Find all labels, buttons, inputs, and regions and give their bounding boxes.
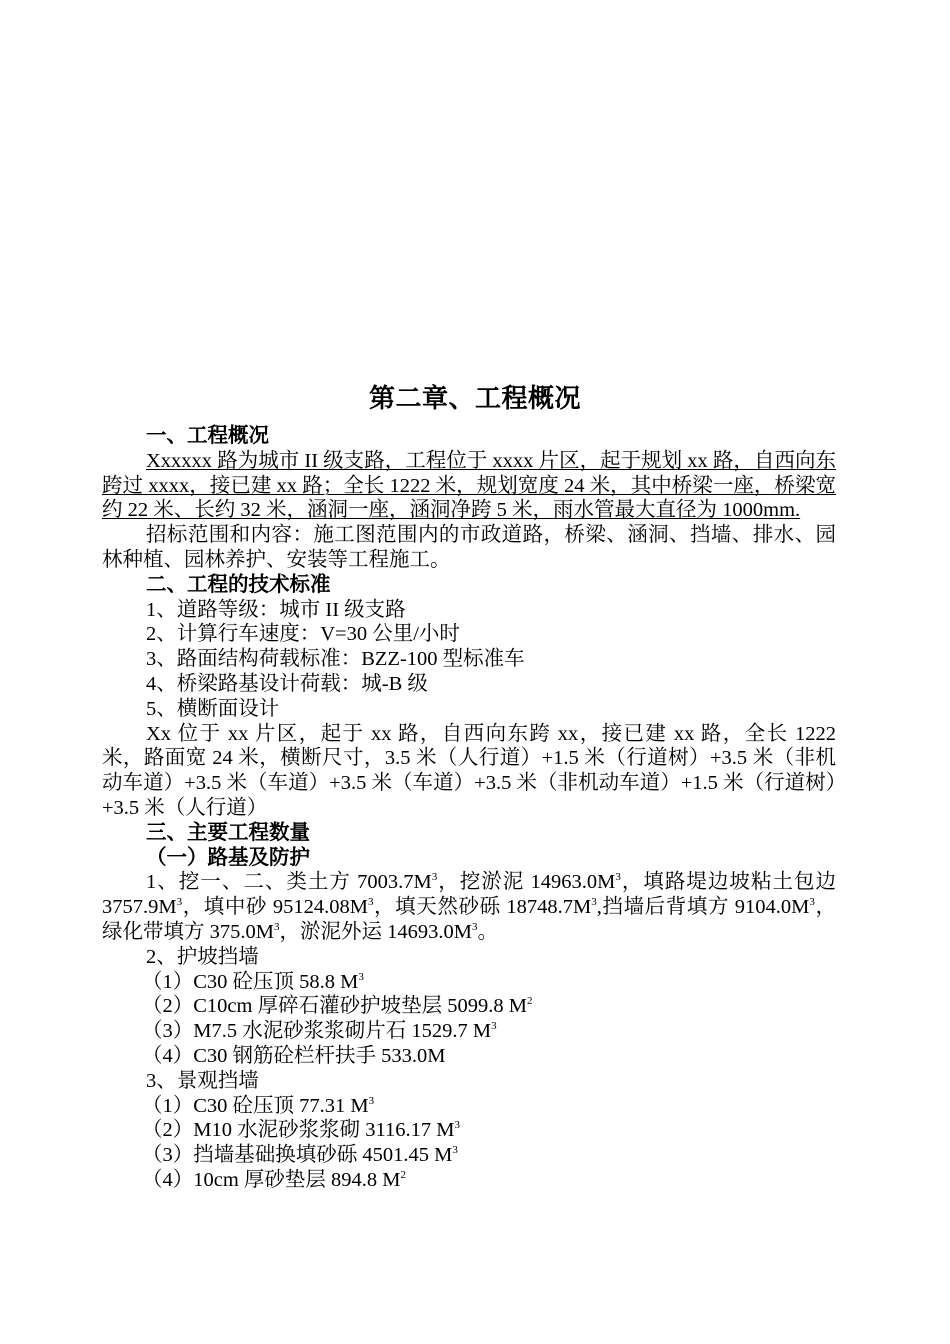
superscript: 3	[368, 1094, 375, 1107]
quantity-item	[102, 1118, 836, 1143]
superscript: 3	[176, 896, 183, 909]
bid-scope-paragraph: 招标范围和内容：施工图范围内的市政道路，桥梁、涵洞、挡墙、排水、园林种植、园林养护、安装等工程施工。	[102, 524, 836, 571]
standard-item: 4、桥梁路基设计荷载：城-B 级	[146, 672, 428, 695]
subgrade-heading: （一）路基及防护	[146, 846, 310, 869]
superscript: 3	[591, 896, 597, 909]
quantity-item	[102, 970, 836, 995]
earthwork-text: ，填路堤边坡粘土包边 3757.9M	[102, 871, 837, 919]
earthwork-text: 1、挖一、二、类土方 7003.7M	[146, 871, 432, 894]
quantity-item	[102, 1094, 836, 1119]
earthwork-text: ，填天然砂砾 18748.7M	[373, 896, 592, 919]
chapter-title: 第二章、工程概况	[368, 384, 581, 413]
section2-heading: 二、工程的技术标准	[146, 573, 331, 596]
landscape-wall-heading: 3、景观挡墙	[146, 1069, 259, 1092]
quantity-text: （4）10cm 厚砂垫层 894.8 M	[142, 1168, 401, 1191]
superscript: 3	[273, 920, 280, 933]
project-overview-paragraph: Xxxxxx 路为城市 II 级支路，工程位于 xxxx 片区，起于规划 xx 路，自西向东跨过 xxxx，接已建 xx 路；全长 1222 米，规划宽度 24 米，其中桥梁一座，桥梁宽约 22 米、长约 32 米，涵洞一座，涵洞净跨 5 米，雨水管最大直径为 1000mm.	[102, 449, 836, 522]
superscript: 2	[400, 1168, 407, 1181]
quantity-item	[102, 994, 836, 1019]
quantity-text: （2）M10 水泥砂浆浆砌 3116.17 M	[142, 1119, 455, 1142]
superscript: 3	[615, 871, 621, 884]
superscript: 3	[491, 1020, 497, 1033]
earthwork-text: ，淤泥外运 14693.0M	[279, 920, 472, 943]
section1-heading: 一、工程概况	[146, 425, 269, 447]
superscript: 3	[367, 896, 374, 909]
quantity-item	[102, 1019, 836, 1044]
cross-section-paragraph: Xx 位于 xx 片区，起于 xx 路，自西向东跨 xx，接已建 xx 路，全长 1222 米，路面宽 24 米，横断尺寸，3.5 米（人行道）+1.5 米（行道树）+3.5 米（非机动车道）+3.5 米（车道）+3.5 米（车道）+3.5 米（非机动车道）+1.5 米（行道树）+3.5 米（人行道）	[102, 722, 836, 819]
quantity-item	[102, 1168, 836, 1193]
superscript: 3	[431, 871, 438, 884]
slope-wall-heading: 2、护坡挡墙	[146, 945, 259, 968]
earthwork-text: 。	[477, 920, 498, 943]
quantity-text: （4）C30 钢筋砼栏杆扶手 533.0M	[142, 1044, 446, 1067]
standard-item: 1、道路等级：城市 II 级支路	[146, 598, 406, 621]
quantity-text: （1）C30 砼压顶 77.31 M	[142, 1094, 369, 1117]
standard-item: 3、路面结构荷载标准：BZZ-100 型标准车	[146, 648, 525, 671]
quantity-text: （3）挡墙基础换填砂砾 4501.45 M	[142, 1144, 453, 1167]
earthwork-text: ，挖淤泥 14963.0M	[437, 871, 616, 894]
quantity-text: （1）C30 砼压顶 58.8 M	[142, 970, 359, 993]
superscript: 3	[452, 1144, 458, 1157]
earthwork-paragraph	[102, 870, 836, 944]
earthwork-text: ,挡墙后背填方 9104.0M	[596, 896, 810, 919]
quantity-text: （3）M7.5 水泥砂浆浆砌片石 1529.7 M	[142, 1020, 492, 1043]
standard-item: 5、横断面设计	[146, 697, 280, 720]
quantity-item	[102, 1143, 836, 1168]
superscript: 3	[809, 896, 815, 909]
superscript: 2	[526, 995, 533, 1008]
standard-item: 2、计算行车速度：V=30 公里/小时	[146, 623, 460, 646]
section3-heading: 三、主要工程数量	[146, 821, 310, 844]
document-body	[102, 424, 836, 1193]
superscript: 3	[454, 1119, 460, 1132]
superscript: 3	[358, 970, 364, 983]
superscript: 3	[471, 920, 478, 933]
quantity-item	[102, 1044, 836, 1069]
earthwork-text: ，绿化带填方 375.0M	[102, 896, 837, 943]
earthwork-text: ，填中砂 95124.08M	[182, 896, 368, 919]
quantity-text: （2）C10cm 厚碎石灌砂护坡垫层 5099.8 M	[142, 995, 527, 1018]
